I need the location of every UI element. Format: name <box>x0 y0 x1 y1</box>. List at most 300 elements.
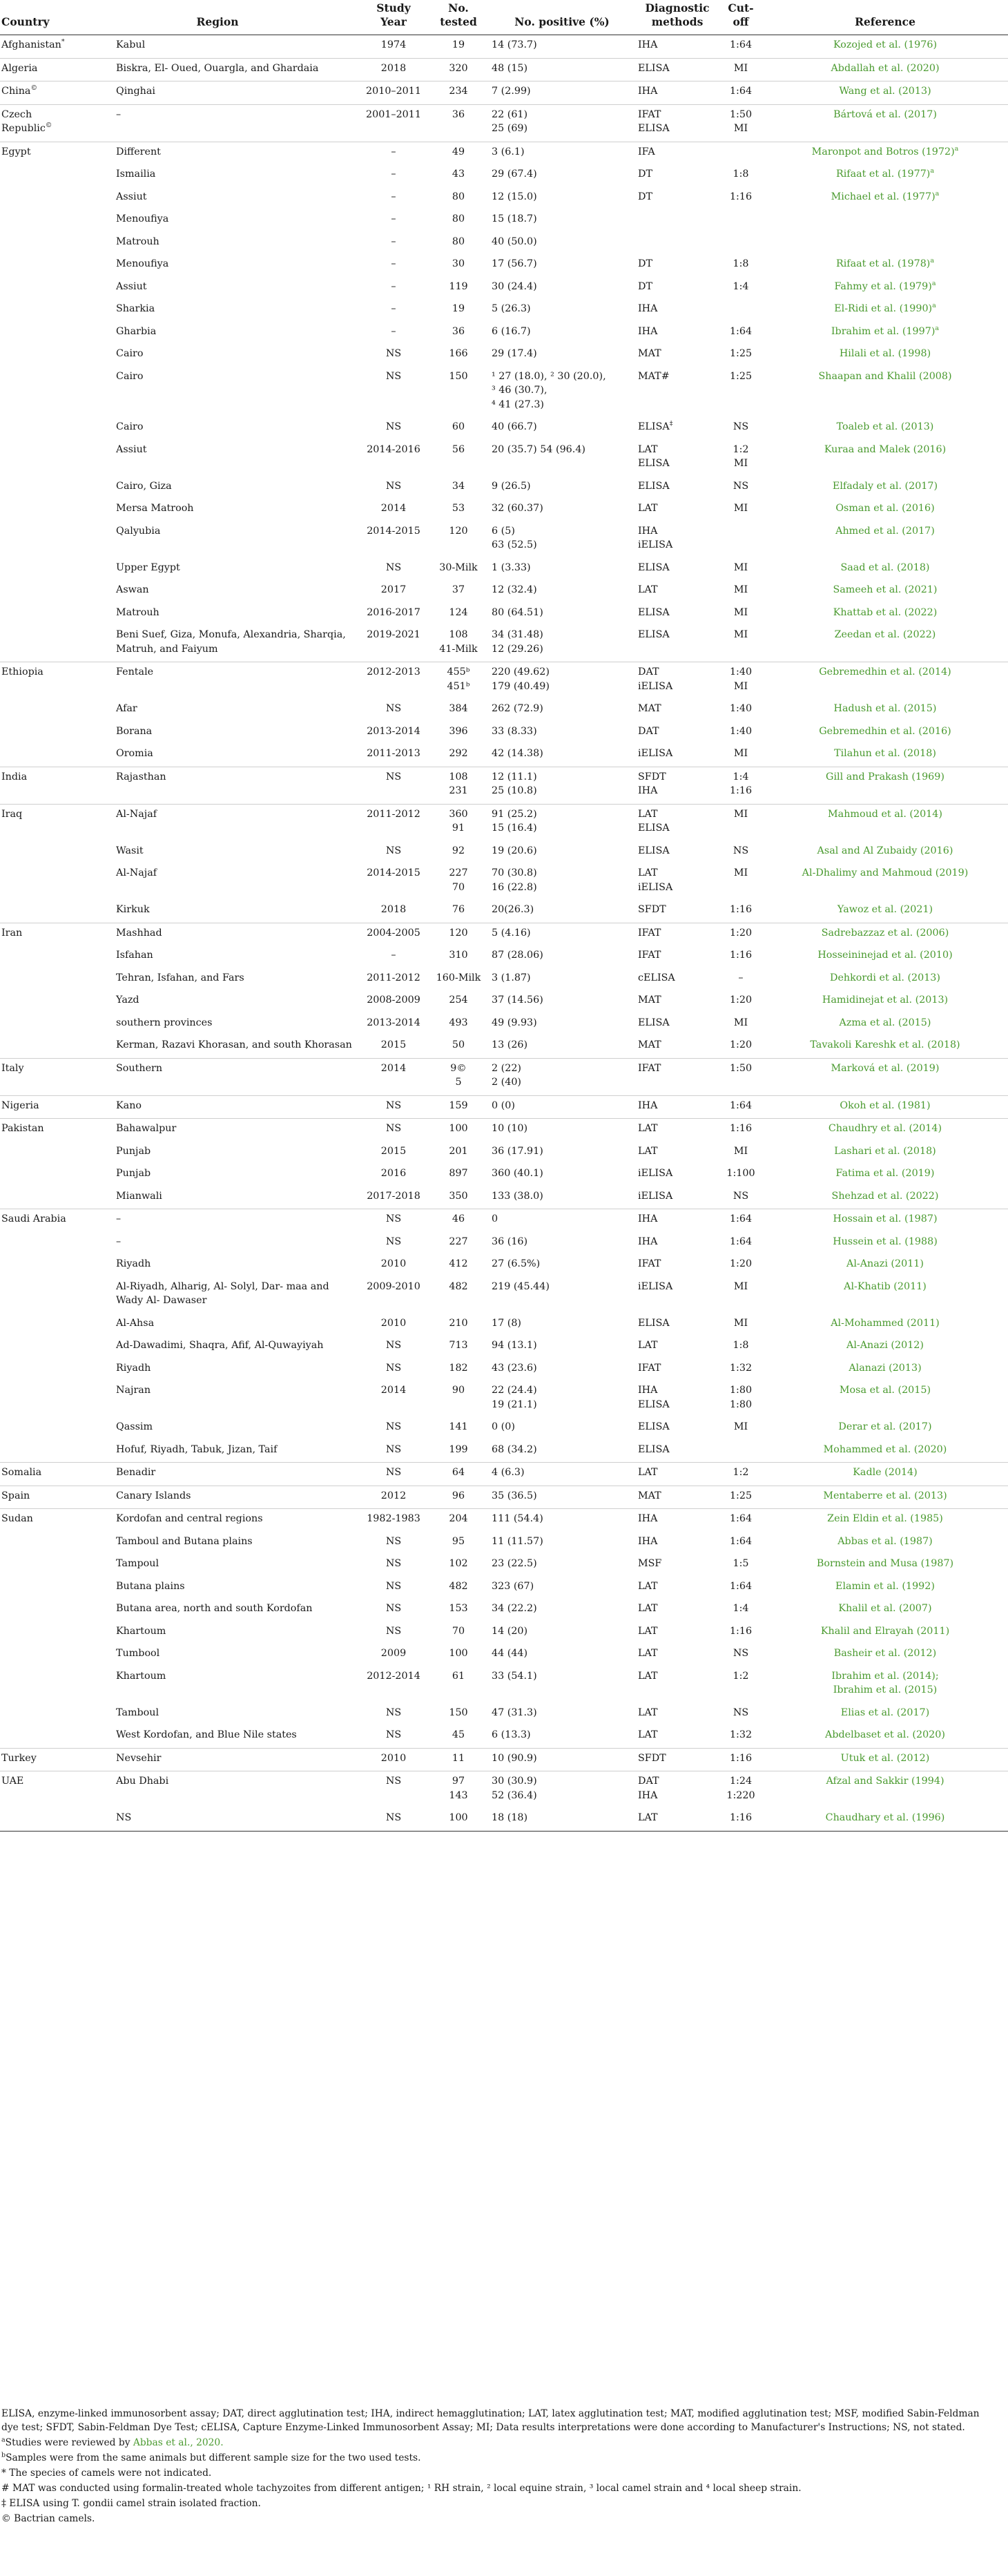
cell-study-year <box>359 440 428 477</box>
cell-reference[interactable] <box>762 254 1008 277</box>
cell-region <box>76 1622 359 1644</box>
cell-country <box>0 254 76 277</box>
cell-cut-off <box>719 900 762 923</box>
cell-no-tested <box>428 1577 489 1599</box>
cell-study-year-text: NS <box>385 421 402 432</box>
cell-region-text: Cairo, Giza <box>116 480 172 492</box>
cell-no-tested-text: 80 <box>452 191 465 202</box>
cell-study-year-text: – <box>391 169 396 180</box>
cell-no-tested <box>428 477 489 499</box>
cell-cut-off-text: 1:64 <box>729 1236 753 1247</box>
cell-no-tested <box>428 1808 489 1831</box>
cell-diagnostic-method-text: ELISA <box>638 561 670 573</box>
cell-reference[interactable] <box>762 1808 1008 1831</box>
cell-no-positive-text: 10 (90.9) <box>492 1752 537 1764</box>
cell-cut-off-text: NS <box>733 421 749 432</box>
cell-no-positive-text: 30 (30.9) 52 (36.4) <box>492 1776 537 1801</box>
cell-region-text: Fentale <box>116 666 154 677</box>
cell-reference[interactable] <box>762 187 1008 210</box>
cell-study-year <box>359 209 428 232</box>
cell-reference[interactable] <box>762 1035 1008 1058</box>
table-row <box>0 35 1008 59</box>
cell-cut-off <box>719 767 762 804</box>
cell-region <box>76 945 359 968</box>
cell-reference[interactable] <box>762 1358 1008 1381</box>
cell-region-text: Menoufiya <box>116 258 169 269</box>
cell-cut-off <box>719 1209 762 1232</box>
cell-study-year-text: NS <box>385 1812 402 1823</box>
header-cut-off: Cut-off <box>719 0 762 35</box>
cell-region <box>76 1381 359 1417</box>
cell-reference[interactable] <box>762 900 1008 923</box>
cell-region-text: Kano <box>116 1099 142 1111</box>
cell-reference[interactable] <box>762 58 1008 81</box>
cell-region <box>76 662 359 700</box>
cell-diagnostic-method-text: LAT <box>638 1648 658 1659</box>
cell-reference[interactable] <box>762 1058 1008 1095</box>
table-row <box>0 1808 1008 1831</box>
cell-reference-text: Chaudhary et al. (1996) <box>825 1812 945 1823</box>
cell-diagnostic-method-text: DAT IHA <box>638 1776 659 1801</box>
cell-country <box>0 1771 76 1809</box>
cell-no-tested <box>428 1666 489 1703</box>
cell-no-positive <box>489 1314 635 1336</box>
table-row <box>0 1725 1008 1748</box>
cell-study-year <box>359 744 428 767</box>
cell-study-year-text: 2014-2015 <box>367 867 420 878</box>
cell-diagnostic-method-text: iELISA <box>638 748 673 759</box>
cell-study-year-text: 2010 <box>380 1317 407 1329</box>
cell-reference[interactable] <box>762 1440 1008 1463</box>
cell-reference[interactable] <box>762 1336 1008 1358</box>
cell-study-year <box>359 1771 428 1809</box>
cell-diagnostic-method-text: LAT ELISA <box>638 808 670 834</box>
cell-study-year <box>359 1463 428 1486</box>
cell-diagnostic-method-text: IFAT <box>638 1362 661 1374</box>
cell-study-year <box>359 104 428 142</box>
cell-no-positive <box>489 440 635 477</box>
cell-study-year-text: NS <box>385 1123 402 1134</box>
cell-reference[interactable] <box>762 1013 1008 1036</box>
table-row <box>0 1703 1008 1726</box>
cell-study-year-text: 2018 <box>380 904 407 915</box>
table-header-row <box>0 0 1008 35</box>
cell-reference[interactable] <box>762 1232 1008 1255</box>
cell-study-year <box>359 1013 428 1036</box>
cell-study-year-text: 2014 <box>380 1062 407 1074</box>
cell-cut-off-text: MI <box>733 808 748 820</box>
cell-study-year <box>359 521 428 558</box>
cell-diagnostic-method <box>635 1771 719 1809</box>
cell-region-text: Isfahan <box>116 950 153 961</box>
cell-no-tested <box>428 367 489 418</box>
cell-no-positive <box>489 1486 635 1509</box>
cell-reference[interactable] <box>762 1703 1008 1726</box>
cell-reference[interactable] <box>762 1599 1008 1622</box>
cell-cut-off-text: 1:8 <box>733 258 749 269</box>
table-row <box>0 968 1008 991</box>
cell-reference[interactable] <box>762 1725 1008 1748</box>
cell-no-positive <box>489 580 635 603</box>
cell-no-positive-text: 68 (34.2) <box>492 1443 537 1455</box>
cell-cut-off-text: 1:25 <box>729 348 753 359</box>
cell-region <box>76 1509 359 1532</box>
cell-reference[interactable] <box>762 1532 1008 1555</box>
cell-region-text: Nevsehir <box>116 1752 162 1764</box>
cell-diagnostic-method <box>635 1599 719 1622</box>
cell-reference[interactable] <box>762 744 1008 767</box>
cell-reference[interactable] <box>762 923 1008 945</box>
cell-no-positive-text: 87 (28.06) <box>492 950 543 961</box>
cell-country <box>0 580 76 603</box>
cell-no-tested <box>428 440 489 477</box>
cell-reference[interactable] <box>762 299 1008 322</box>
cell-country <box>0 1532 76 1555</box>
cell-reference[interactable] <box>762 440 1008 477</box>
cell-study-year <box>359 1095 428 1119</box>
cell-no-positive <box>489 863 635 900</box>
cell-study-year <box>359 1532 428 1555</box>
cell-no-positive <box>489 187 635 210</box>
cell-study-year <box>359 477 428 499</box>
cell-study-year-text: – <box>391 146 396 157</box>
footnote-b-text: Samples were from the same animals but different sample size for the two used tests. <box>6 2452 421 2463</box>
table-row <box>0 662 1008 700</box>
cell-region-text: West Kordofan, and Blue Nile states <box>116 1729 297 1740</box>
cell-diagnostic-method-text: ELISA <box>638 1317 670 1329</box>
table-row <box>0 1554 1008 1577</box>
cell-region <box>76 1336 359 1358</box>
cell-diagnostic-method-text: IHA <box>638 303 658 314</box>
cell-country-text: Saudi Arabia <box>1 1213 66 1224</box>
cell-reference[interactable] <box>762 1509 1008 1532</box>
cell-reference[interactable] <box>762 968 1008 991</box>
table-row <box>0 863 1008 900</box>
cell-diagnostic-method <box>635 499 719 521</box>
cell-no-tested-text: 108 231 <box>449 771 468 796</box>
cell-diagnostic-method-text: LAT <box>638 1812 658 1823</box>
cell-cut-off <box>719 35 762 59</box>
cell-no-positive <box>489 1142 635 1164</box>
cell-reference-sup: a <box>930 167 935 175</box>
cell-reference-text: Al-Khatib (2011) <box>844 1280 927 1292</box>
cell-reference[interactable] <box>762 804 1008 841</box>
cell-study-year-text: NS <box>385 1099 402 1111</box>
cell-no-positive <box>489 558 635 581</box>
cell-reference[interactable] <box>762 558 1008 581</box>
cell-reference[interactable] <box>762 1644 1008 1666</box>
footnote-hash: # MAT was conducted using formalin-treated whole tachyzoites from different antigen; ¹ RH strain, ² local equine strain, ³ local camel strain and ⁴ local sheep strain. <box>1 2483 802 2494</box>
cell-diagnostic-method <box>635 1644 719 1666</box>
cell-no-tested-text: 50 <box>452 1039 465 1050</box>
cell-region-text: NS <box>116 1812 132 1823</box>
cell-reference[interactable] <box>762 1314 1008 1336</box>
cell-study-year-text: 2014 <box>380 503 407 514</box>
cell-reference[interactable] <box>762 722 1008 744</box>
cell-region <box>76 35 359 59</box>
cell-study-year-text: NS <box>385 1603 402 1614</box>
cell-cut-off <box>719 1277 762 1314</box>
cell-no-positive <box>489 277 635 300</box>
footnote-copy: © Bactrian camels. <box>1 2513 95 2524</box>
cell-reference[interactable] <box>762 417 1008 440</box>
cell-cut-off-text: MI <box>733 62 748 74</box>
cell-reference[interactable] <box>762 344 1008 367</box>
cell-reference-text: Ibrahim et al. (1997) <box>831 325 936 337</box>
cell-no-positive <box>489 900 635 923</box>
cell-cut-off <box>719 804 762 841</box>
cell-reference-text: Yawoz et al. (2021) <box>837 904 933 915</box>
cell-diagnostic-method-text: MAT# <box>638 370 670 382</box>
cell-no-tested-text: 56 <box>452 443 465 455</box>
cell-no-tested-text: 455ᵇ 451ᵇ <box>447 666 470 692</box>
cell-reference[interactable] <box>762 164 1008 187</box>
cell-reference-text: Derar et al. (2017) <box>838 1421 932 1432</box>
cell-country-text: Spain <box>1 1490 30 1501</box>
cell-cut-off <box>719 1599 762 1622</box>
table-row <box>0 440 1008 477</box>
cell-reference[interactable] <box>762 945 1008 968</box>
cell-reference[interactable] <box>762 104 1008 142</box>
cell-reference[interactable] <box>762 863 1008 900</box>
cell-no-tested-text: 80 <box>452 213 465 224</box>
cell-reference[interactable] <box>762 35 1008 59</box>
cell-region-text: Kabul <box>116 39 146 50</box>
cell-reference[interactable] <box>762 603 1008 626</box>
cell-reference[interactable] <box>762 1254 1008 1277</box>
cell-reference[interactable] <box>762 580 1008 603</box>
cell-diagnostic-method <box>635 299 719 322</box>
cell-country <box>0 1666 76 1703</box>
cell-diagnostic-method <box>635 804 719 841</box>
cell-no-tested <box>428 1277 489 1314</box>
cell-reference[interactable] <box>762 1622 1008 1644</box>
cell-reference[interactable] <box>762 81 1008 105</box>
cell-no-positive-text: 40 (50.0) <box>492 236 537 247</box>
cell-reference[interactable] <box>762 1554 1008 1577</box>
cell-reference[interactable] <box>762 841 1008 864</box>
cell-study-year-text: 2012 <box>380 1490 407 1501</box>
cell-reference[interactable] <box>762 499 1008 521</box>
cell-country-sup: © <box>45 122 52 130</box>
cell-country <box>0 968 76 991</box>
cell-diagnostic-method <box>635 104 719 142</box>
cell-diagnostic-method-text: ELISA <box>638 421 670 432</box>
cell-reference[interactable] <box>762 1666 1008 1703</box>
cell-no-tested-text: 80 <box>452 236 465 247</box>
cell-cut-off <box>719 1336 762 1358</box>
cell-no-tested-text: 254 <box>449 994 468 1006</box>
cell-reference[interactable] <box>762 1142 1008 1164</box>
cell-reference[interactable] <box>762 1209 1008 1232</box>
cell-study-year <box>359 417 428 440</box>
cell-study-year <box>359 499 428 521</box>
cell-country <box>0 440 76 477</box>
cell-no-tested-text: 396 <box>449 725 468 737</box>
cell-no-positive-text: 44 (44) <box>492 1648 528 1659</box>
cell-cut-off-text: 1:80 1:80 <box>729 1385 753 1410</box>
cell-no-tested <box>428 58 489 81</box>
cell-country <box>0 1440 76 1463</box>
table-row <box>0 1644 1008 1666</box>
cell-study-year <box>359 1209 428 1232</box>
cell-study-year-text: NS <box>385 1729 402 1740</box>
cell-no-positive-text: 111 (54.4) <box>492 1513 543 1524</box>
cell-reference[interactable] <box>762 1771 1008 1809</box>
cell-region <box>76 1142 359 1164</box>
cell-reference[interactable] <box>762 232 1008 255</box>
cell-reference[interactable] <box>762 1164 1008 1186</box>
cell-cut-off <box>719 603 762 626</box>
cell-cut-off-text: 1:16 <box>729 1625 753 1637</box>
cell-country <box>0 662 76 700</box>
cell-no-positive-text: 19 (20.6) <box>492 845 537 856</box>
cell-cut-off-text: 1:16 <box>729 950 753 961</box>
cell-study-year-text: 2014 <box>380 1385 407 1396</box>
cell-diagnostic-method-text: ELISA <box>638 1443 670 1455</box>
cell-diagnostic-method-sup: ‡ <box>669 420 673 428</box>
cell-reference[interactable] <box>762 142 1008 164</box>
cell-diagnostic-method-text: ELISA <box>638 62 670 74</box>
cell-reference[interactable] <box>762 662 1008 700</box>
cell-region-text: Butana plains <box>116 1580 185 1592</box>
table-row <box>0 1232 1008 1255</box>
cell-study-year-text: 2004-2005 <box>367 927 420 939</box>
cell-diagnostic-method-text: IHA ELISA <box>638 1385 670 1410</box>
cell-country-text: Algeria <box>1 62 38 74</box>
footnote-a-mark: a <box>1 2436 6 2444</box>
cell-reference-text: Shehzad et al. (2022) <box>831 1190 939 1202</box>
table-row <box>0 417 1008 440</box>
cell-reference[interactable] <box>762 367 1008 418</box>
cell-cut-off <box>719 968 762 991</box>
footnote-a-link[interactable]: Abbas et al., 2020. <box>133 2437 224 2448</box>
cell-study-year <box>359 1142 428 1164</box>
cell-reference[interactable] <box>762 1186 1008 1209</box>
cell-no-positive-text: 29 (67.4) <box>492 169 537 180</box>
cell-country <box>0 990 76 1013</box>
cell-reference-text: Azma et al. (2015) <box>839 1017 931 1028</box>
cell-reference[interactable] <box>762 1463 1008 1486</box>
cell-cut-off-text: NS <box>733 480 749 492</box>
table-row <box>0 625 1008 662</box>
cell-cut-off <box>719 1186 762 1209</box>
table-row <box>0 499 1008 521</box>
cell-region-text: Assiut <box>116 191 147 202</box>
cell-country <box>0 1119 76 1142</box>
cell-reference-text: Hamidinejat et al. (2013) <box>822 994 949 1006</box>
cell-reference[interactable] <box>762 625 1008 662</box>
header-reference: Reference <box>762 0 1008 35</box>
cell-reference[interactable] <box>762 1577 1008 1599</box>
cell-no-tested <box>428 81 489 105</box>
cell-no-tested-text: 46 <box>452 1213 465 1224</box>
cell-reference[interactable] <box>762 477 1008 499</box>
cell-no-positive-text: 6 (16.7) <box>492 325 531 337</box>
cell-reference[interactable] <box>762 767 1008 804</box>
cell-reference[interactable] <box>762 1095 1008 1119</box>
cell-no-tested-text: 30-Milk <box>439 561 478 573</box>
cell-reference-text: Hossain et al. (1987) <box>833 1213 938 1224</box>
cell-diagnostic-method <box>635 1254 719 1277</box>
cell-region-text: Punjab <box>116 1145 151 1157</box>
cell-no-tested <box>428 1381 489 1417</box>
cell-reference[interactable] <box>762 699 1008 722</box>
cell-study-year-text: 2009 <box>380 1648 407 1659</box>
cell-no-positive <box>489 1336 635 1358</box>
cell-reference[interactable] <box>762 209 1008 232</box>
cell-no-positive <box>489 1577 635 1599</box>
cell-no-positive-text: 5 (26.3) <box>492 303 531 314</box>
cell-cut-off <box>719 1644 762 1666</box>
cell-reference[interactable] <box>762 1417 1008 1440</box>
cell-reference-text: Mosa et al. (2015) <box>839 1385 931 1396</box>
cell-reference-text: Hadush et al. (2015) <box>833 703 937 714</box>
cell-diagnostic-method-text: MAT <box>638 994 661 1006</box>
table-row <box>0 367 1008 418</box>
cell-no-tested <box>428 277 489 300</box>
cell-cut-off <box>719 625 762 662</box>
cell-no-positive-text: 3 (1.87) <box>492 972 531 983</box>
cell-cut-off <box>719 662 762 700</box>
cell-reference[interactable] <box>762 1277 1008 1314</box>
table-row <box>0 1599 1008 1622</box>
cell-reference[interactable] <box>762 1486 1008 1509</box>
cell-reference[interactable] <box>762 1381 1008 1417</box>
cell-diagnostic-method-text: IHA <box>638 1535 658 1547</box>
cell-no-tested <box>428 767 489 804</box>
cell-country-text: Turkey <box>1 1752 37 1764</box>
cell-cut-off-text: 1:64 <box>729 39 753 50</box>
cell-no-tested-text: 61 <box>452 1670 465 1682</box>
cell-country <box>0 58 76 81</box>
cell-study-year <box>359 164 428 187</box>
cell-no-positive-text: 33 (8.33) <box>492 725 537 737</box>
cell-reference-text: Hilali et al. (1998) <box>839 348 931 359</box>
cell-reference[interactable] <box>762 1748 1008 1771</box>
cell-study-year-text: 2001–2011 <box>366 108 421 120</box>
cell-study-year-text: NS <box>385 1625 402 1637</box>
table-row <box>0 1748 1008 1771</box>
cell-diagnostic-method <box>635 322 719 345</box>
cell-reference[interactable] <box>762 521 1008 558</box>
table-row <box>0 344 1008 367</box>
cell-no-tested-text: 234 <box>449 86 468 97</box>
cell-cut-off <box>719 322 762 345</box>
cell-study-year <box>359 1509 428 1532</box>
cell-reference[interactable] <box>762 322 1008 345</box>
cell-no-positive <box>489 1381 635 1417</box>
cell-reference[interactable] <box>762 1119 1008 1142</box>
cell-reference[interactable] <box>762 277 1008 300</box>
cell-reference[interactable] <box>762 990 1008 1013</box>
cell-diagnostic-method <box>635 1622 719 1644</box>
cell-no-tested-text: 124 <box>449 606 468 618</box>
cell-region-text: Yazd <box>116 994 139 1006</box>
cell-region <box>76 990 359 1013</box>
cell-cut-off <box>719 1164 762 1186</box>
cell-region-text: Upper Egypt <box>116 561 180 573</box>
cell-country <box>0 322 76 345</box>
cell-country <box>0 1058 76 1095</box>
cell-country <box>0 767 76 804</box>
cell-study-year-text: NS <box>385 703 402 714</box>
cell-no-tested-text: 160-Milk <box>436 972 481 983</box>
cell-diagnostic-method-text: IFAT ELISA <box>638 108 670 134</box>
cell-region <box>76 232 359 255</box>
footnote-abbreviations: ELISA, enzyme-linked immunosorbent assay; DAT, direct agglutination test; IHA, indirect hemagglutination; LAT, latex agglutination test; MAT, modified agglutination test; MSF, modified Sabin-Feldman dye test; SFDT, Sabin-Feldman Dye Test; cELISA, Capture Enzyme-Linked Immunosorbent Assay; MI; Data results interpretations were done according to Manufacturer's Instructions; NS, not stated. <box>1 2408 980 2433</box>
cell-cut-off <box>719 1142 762 1164</box>
